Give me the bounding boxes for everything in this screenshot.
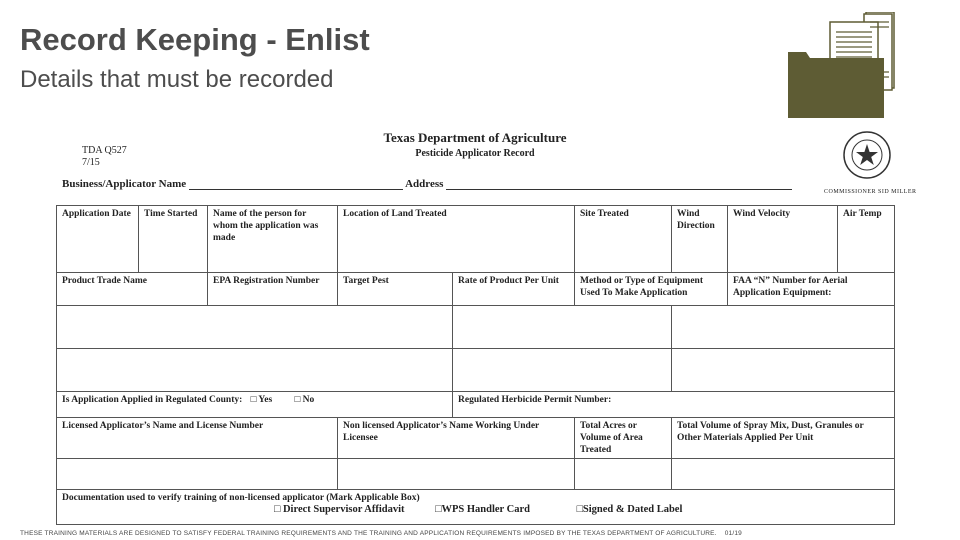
licensed-applicator-cell[interactable]: Licensed Applicator’s Name and License Number [57,418,338,459]
location-cell[interactable]: Location of Land Treated [338,206,575,273]
entry-cell[interactable] [57,459,338,490]
entry-cell[interactable] [672,306,895,349]
faa-number-cell[interactable]: FAA “N” Number for Aerial Application Equipment: [728,273,895,306]
documentation-options [62,504,889,516]
commissioner-name: COMMISSIONER SID MILLER [824,189,917,195]
regulated-county-cell[interactable] [57,392,453,418]
person-name-cell[interactable]: Name of the person for whom the application was made [208,206,338,273]
table-row [57,418,895,459]
slide-title: Record Keeping - Enlist [20,22,370,57]
business-address-row: Business/Applicator Name Address [62,178,792,190]
air-temp-cell[interactable]: Air Temp [838,206,895,273]
table-row [57,206,895,273]
non-licensed-applicator-cell[interactable]: Non licensed Applicator’s Name Working Under Licensee [338,418,575,459]
site-treated-cell[interactable]: Site Treated [575,206,672,273]
entry-cell[interactable] [672,349,895,392]
table-row [57,306,895,349]
documentation-label: Documentation used to verify training of non-licensed applicator (Mark Applicable Box) [62,493,420,503]
wps-handler-card-checkbox[interactable]: □WPS Handler Card [435,504,530,515]
entry-cell[interactable] [453,306,672,349]
entry-cell[interactable] [338,459,575,490]
state-seal-icon [842,130,892,180]
supervisor-affidavit-checkbox[interactable]: □ Direct Supervisor Affidavit [274,504,405,515]
table-row [57,459,895,490]
time-started-cell[interactable]: Time Started [139,206,208,273]
slide-subtitle: Details that must be recorded [20,66,334,93]
entry-cell[interactable] [57,349,453,392]
yes-checkbox[interactable]: □ Yes [250,395,273,405]
form-header [56,128,917,208]
footer-disclaimer: THESE TRAINING MATERIALS ARE DESIGNED TO SATISFY FEDERAL TRAINING REQUIREMENTS AND THE TRAINING AND APPLICATION REQUIREMENTS IMPOSED BY THE TEXAS DEPARTMENT OF AGRICULTURE. 01/19 [20,530,742,537]
application-date-cell[interactable]: Application Date [57,206,139,273]
table-row [57,392,895,418]
entry-cell[interactable] [453,349,672,392]
method-cell[interactable]: Method or Type of Equipment Used To Make Application [575,273,728,306]
no-checkbox[interactable]: □ No [294,395,315,405]
total-acres-cell[interactable]: Total Acres or Volume of Area Treated [575,418,672,459]
total-volume-cell[interactable]: Total Volume of Spray Mix, Dust, Granules or Other Materials Applied Per Unit [672,418,895,459]
entry-cell[interactable] [575,459,672,490]
documentation-cell [57,490,895,525]
wind-direction-cell[interactable]: Wind Direction [672,206,728,273]
wind-velocity-cell[interactable]: Wind Velocity [728,206,838,273]
table-row [57,273,895,306]
rate-cell[interactable]: Rate of Product Per Unit [453,273,575,306]
signed-label-checkbox[interactable]: □Signed & Dated Label [576,504,683,515]
pesticide-record-form [56,128,917,515]
target-pest-cell[interactable]: Target Pest [338,273,453,306]
regulated-county-label: Is Application Applied in Regulated County: [62,395,243,405]
epa-registration-cell[interactable]: EPA Registration Number [208,273,338,306]
record-grid [56,205,895,525]
entry-cell[interactable] [57,306,453,349]
agency-name: Texas Department of Agriculture [383,130,567,145]
table-row [57,490,895,525]
record-title: Pesticide Applicator Record [415,148,535,159]
page-number: 01/19 [724,530,742,537]
form-code: TDA Q527 7/15 [82,145,127,168]
table-row [57,349,895,392]
product-name-cell[interactable]: Product Trade Name [57,273,208,306]
herbicide-permit-cell[interactable]: Regulated Herbicide Permit Number: [453,392,895,418]
entry-cell[interactable] [672,459,895,490]
folder-documents-icon [786,12,896,120]
